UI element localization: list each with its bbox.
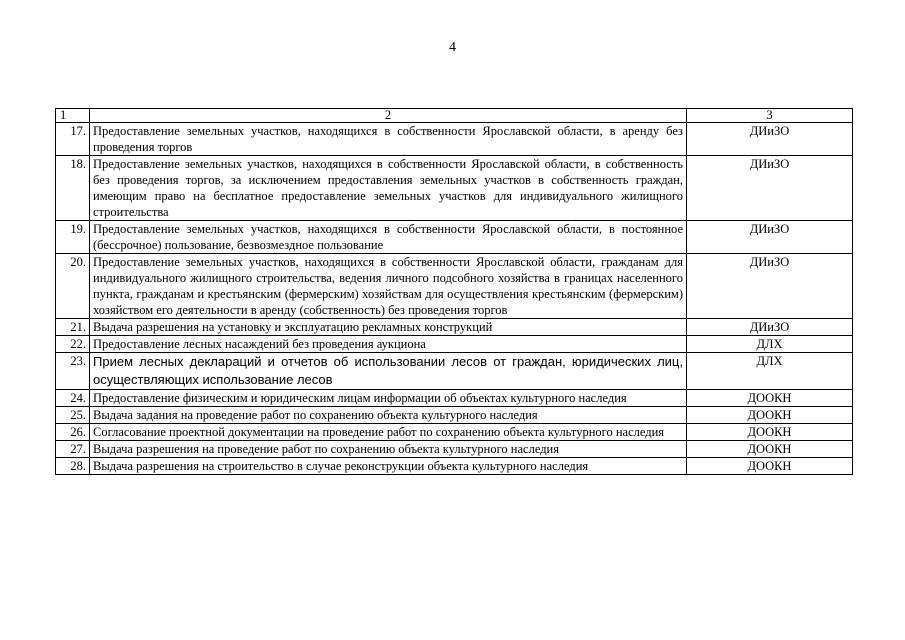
row-responsible: ДООКН <box>687 441 853 458</box>
row-responsible: ДИиЗО <box>687 254 853 319</box>
table-row <box>56 458 853 475</box>
row-description: Предоставление земельных участков, находящихся в собственности Ярославской области, гражданам для индивидуального жилищного строительства, ведения личного подсобного хозяйства в границах населенного пункта, гражданам и крестьянским (фермерским) хозяйствам для осуществления крестьянским (фермерским) хозяйством его деятельности в аренду (собственность) без проведения торгов <box>90 254 687 319</box>
row-description: Прием лесных деклараций и отчетов об использовании лесов от граждан, юридических лиц, осуществляющих использование лесов <box>90 353 687 390</box>
row-description: Выдача разрешения на установку и эксплуатацию рекламных конструкций <box>90 319 687 336</box>
row-responsible: ДИиЗО <box>687 319 853 336</box>
row-number: 19. <box>56 221 90 254</box>
row-description: Предоставление лесных насаждений без проведения аукциона <box>90 336 687 353</box>
row-description: Предоставление земельных участков, находящихся в собственности Ярославской области, в постоянное (бессрочное) пользование, безвозмездное пользование <box>90 221 687 254</box>
column-header-responsible: 3 <box>687 109 853 123</box>
row-number: 25. <box>56 407 90 424</box>
services-table <box>55 108 853 475</box>
table-row <box>56 123 853 156</box>
table-row <box>56 319 853 336</box>
row-description: Согласование проектной документации на проведение работ по сохранению объекта культурного наследия <box>90 424 687 441</box>
row-responsible: ДЛХ <box>687 353 853 390</box>
row-number: 23. <box>56 353 90 390</box>
table-row <box>56 424 853 441</box>
column-header-description: 2 <box>90 109 687 123</box>
row-responsible: ДИиЗО <box>687 221 853 254</box>
table-row <box>56 407 853 424</box>
page-number: 4 <box>449 40 456 55</box>
row-responsible: ДООКН <box>687 390 853 407</box>
table-header-row <box>56 109 853 123</box>
row-number: 28. <box>56 458 90 475</box>
table-row <box>56 336 853 353</box>
row-description: Предоставление земельных участков, находящихся в собственности Ярославской области, в собственность без проведения торгов, за исключением предоставления земельных участков в собственность граждан, имеющим право на бесплатное предоставление земельных участков для индивидуального жилищного строительства <box>90 156 687 221</box>
row-description: Выдача задания на проведение работ по сохранению объекта культурного наследия <box>90 407 687 424</box>
table-row <box>56 390 853 407</box>
row-responsible: ДООКН <box>687 424 853 441</box>
row-responsible: ДООКН <box>687 407 853 424</box>
row-number: 26. <box>56 424 90 441</box>
table-row <box>56 254 853 319</box>
table-row <box>56 441 853 458</box>
row-number: 27. <box>56 441 90 458</box>
row-description: Выдача разрешения на строительство в случае реконструкции объекта культурного наследия <box>90 458 687 475</box>
row-responsible: ДИиЗО <box>687 156 853 221</box>
row-number: 24. <box>56 390 90 407</box>
row-description: Предоставление земельных участков, находящихся в собственности Ярославской области, в аренду без проведения торгов <box>90 123 687 156</box>
row-responsible: ДИиЗО <box>687 123 853 156</box>
row-description: Предоставление физическим и юридическим лицам информации об объектах культурного наследия <box>90 390 687 407</box>
row-number: 18. <box>56 156 90 221</box>
row-responsible: ДЛХ <box>687 336 853 353</box>
row-number: 22. <box>56 336 90 353</box>
table-row <box>56 353 853 390</box>
row-number: 21. <box>56 319 90 336</box>
column-header-number: 1 <box>56 109 90 123</box>
row-description: Выдача разрешения на проведение работ по сохранению объекта культурного наследия <box>90 441 687 458</box>
row-responsible: ДООКН <box>687 458 853 475</box>
table-row <box>56 221 853 254</box>
table-row <box>56 156 853 221</box>
row-number: 17. <box>56 123 90 156</box>
row-number: 20. <box>56 254 90 319</box>
